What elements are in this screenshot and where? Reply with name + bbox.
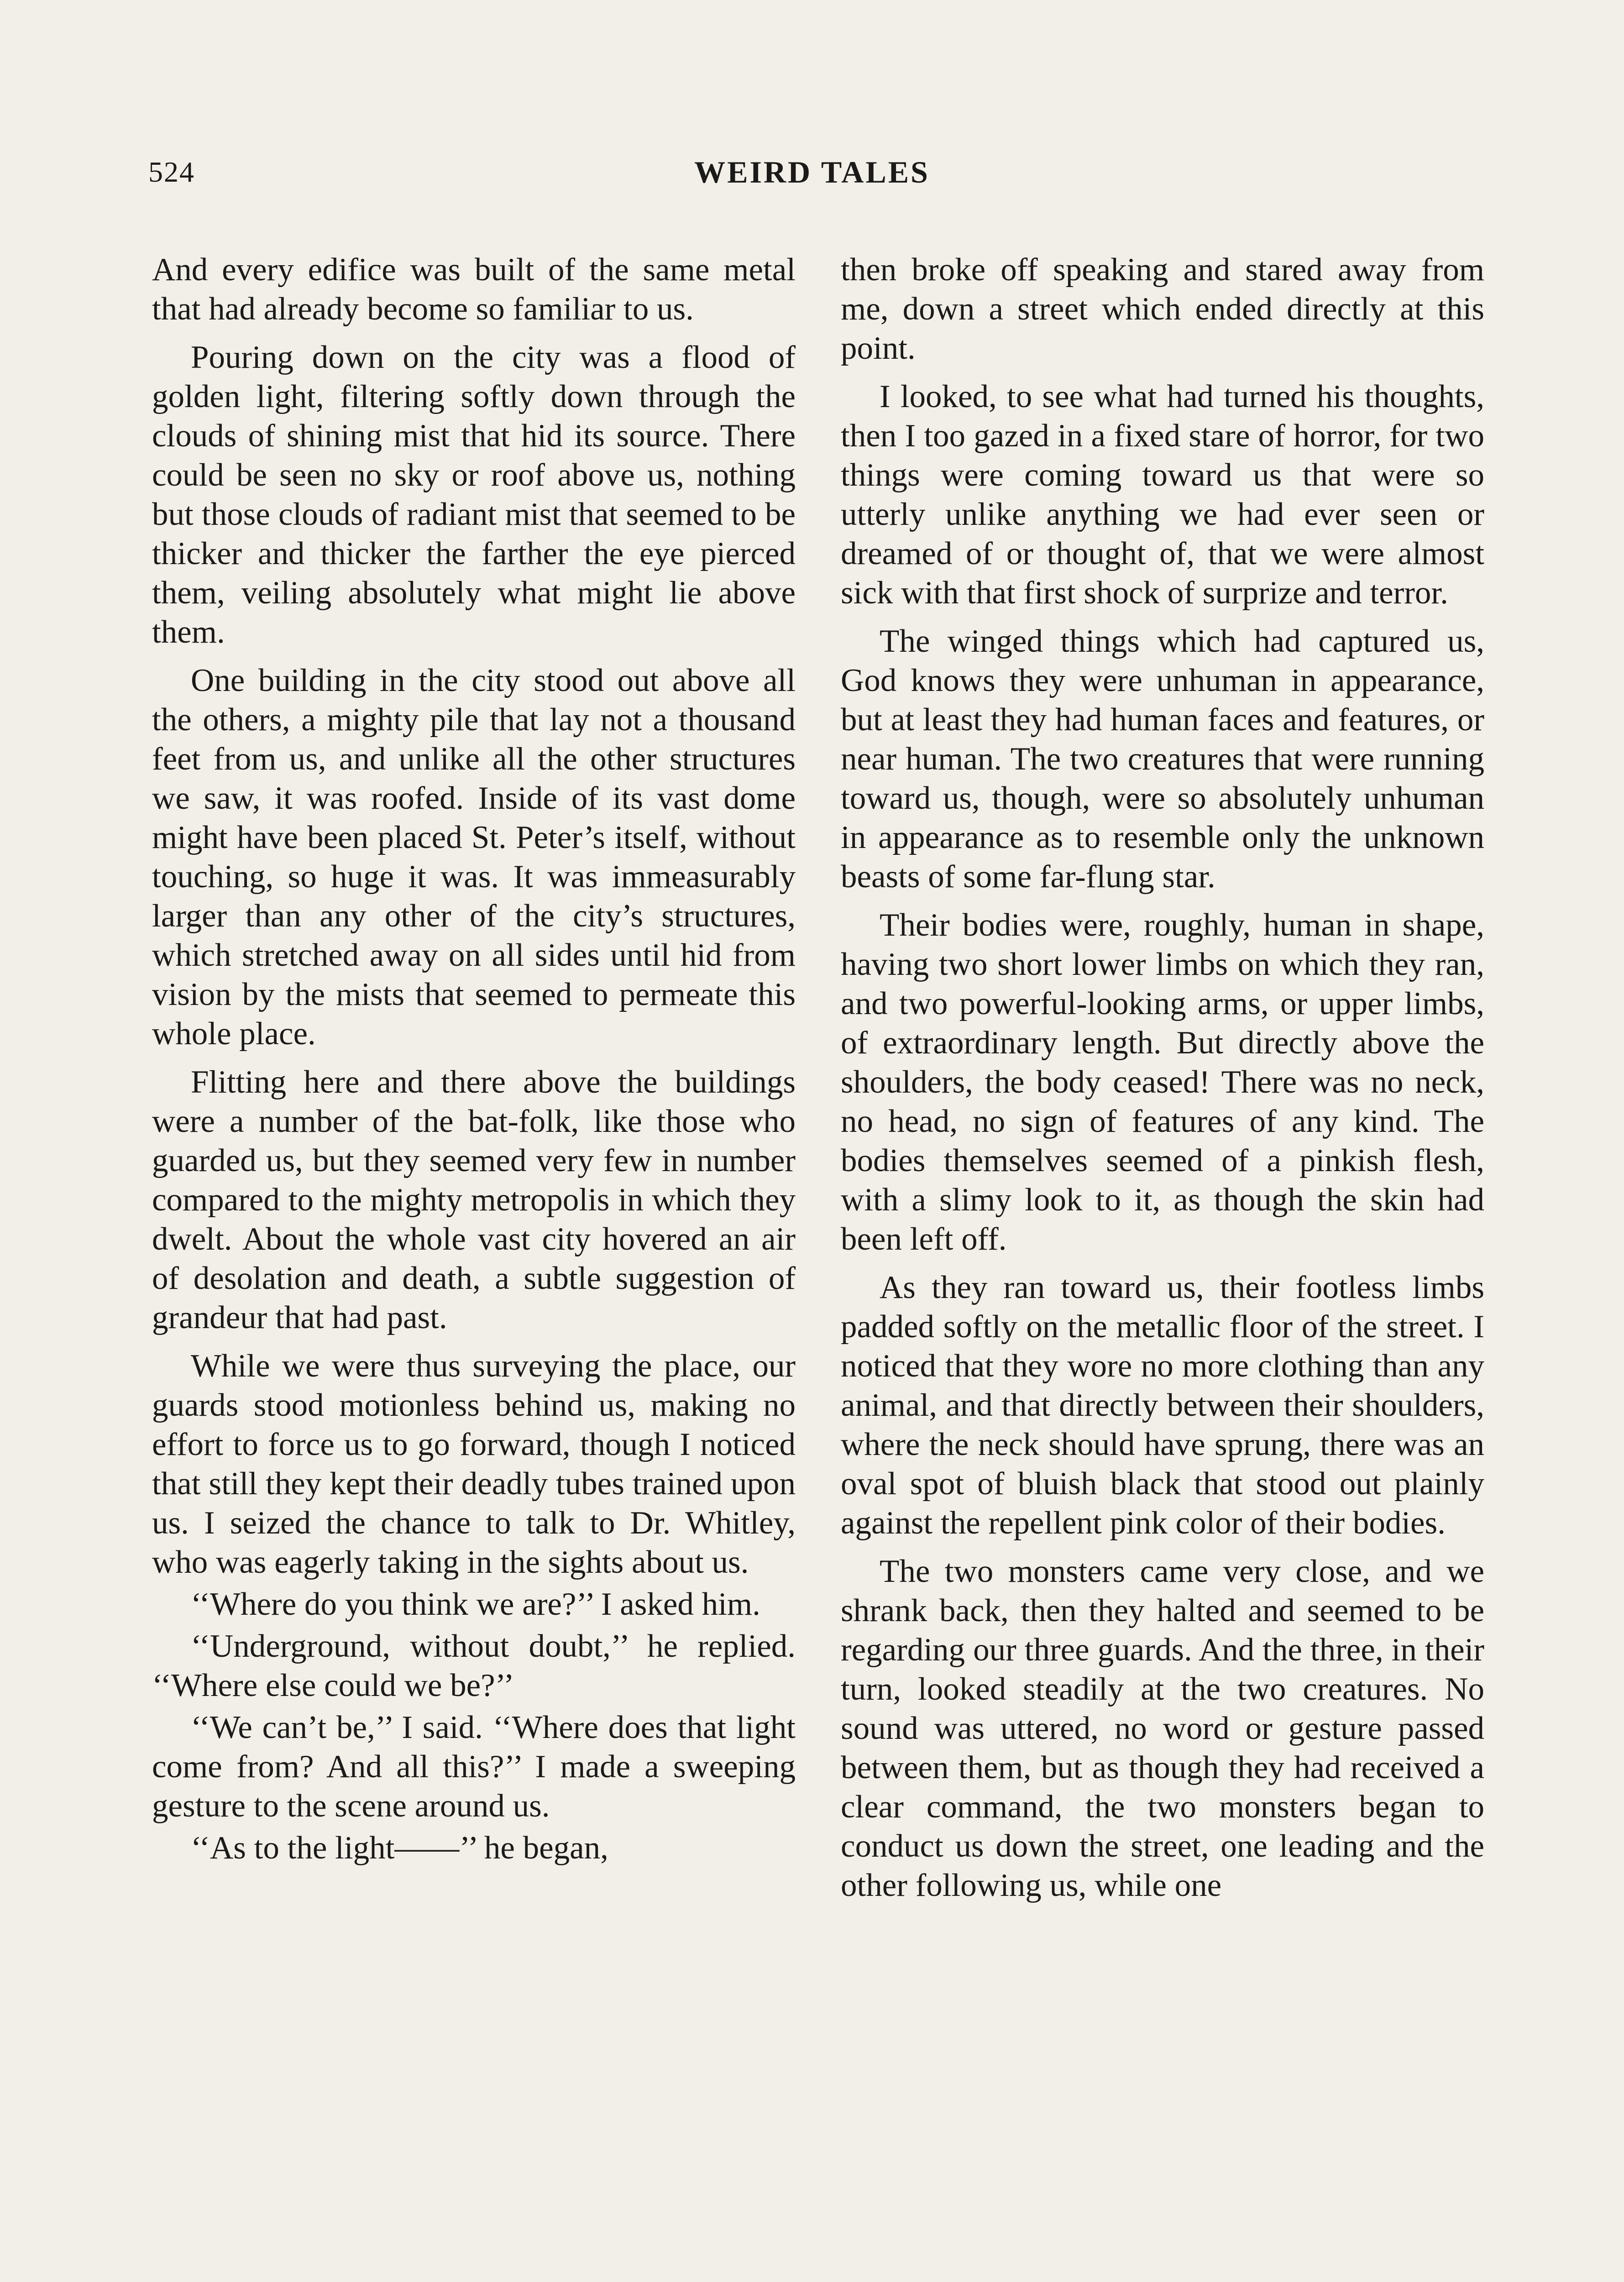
left-dialog-2: ‘‘Underground, without doubt,’’ he replied. ‘‘Where else could we be?’’ [152, 1628, 796, 1703]
left-dialog-1: ‘‘Where do you think we are?’’ I asked him. [191, 1586, 760, 1622]
left-paragraph-3: One building in the city stood out above all the others, a mighty pile that lay not a thousand feet from us, and unlike all the other structures we saw, it was roofed. Inside of its vast dome might have been placed St. Peter’s itself, without touching, so huge it was. It was immeasurably larger than any other of the city’s structures, which stretched away on all sides until hid from vision by the mists that seemed to permeate this whole place. [152, 663, 796, 1052]
left-dialog-4: ‘‘As to the light——’’ he began, [191, 1830, 608, 1866]
left-paragraph-2: Pouring down on the city was a flood of golden light, filtering softly down through the clouds of shining mist that hid its source. There could be seen no sky or roof above us, nothing but those clouds of radiant mist that seemed to be thicker and thicker the farther the eye pierced them, veiling absolutely what might lie above them. [152, 340, 796, 650]
right-paragraph-6: The two monsters came very close, and we shrank back, then they halted and seemed to be regarding our three guards. And the three, in their turn, looked steadily at the two creatures. No sound was uttered, no word or gesture passed between them, but as though they had received a clear command, the two monsters began to conduct us down the street, one leading and the other following us, while one [841, 1554, 1484, 1903]
right-paragraph-5: As they ran toward us, their footless limbs padded softly on the metallic floor of the street. I noticed that they wore no more clothing than any animal, and that directly between their shoulders, where the neck should have sprung, there was an oval spot of bluish black that stood out plainly against the repellent pink color of their bodies. [841, 1270, 1484, 1541]
left-paragraph-4: Flitting here and there above the buildings were a number of the bat-folk, like those who guarded us, but they seemed very few in number compared to the mighty metropolis in which they dwelt. About the whole vast city hovered an air of desolation and death, a subtle suggestion of grandeur that had past. [152, 1064, 796, 1335]
left-paragraph-5: While we were thus surveying the place, our guards stood motionless behind us, making no effort to force us to go forward, though I noticed that still they kept their deadly tubes trained upon us. I seized the chance to talk to Dr. Whitley, who was eagerly taking in the sights about us. [152, 1348, 796, 1580]
running-head-title: WEIRD TALES [694, 155, 930, 189]
right-paragraph-2: I looked, to see what had turned his thoughts, then I too gazed in a fixed stare of horror, for two things were coming toward us that were so utterly unlike anything we had ever seen or dreamed of or thought of, that we were almost sick with that first shock of surprize and terror. [841, 379, 1484, 611]
left-dialog-3: ‘‘We can’t be,’’ I said. ‘‘Where does that light come from? And all this?’’ I made a sweeping gesture to the scene around us. [152, 1710, 796, 1824]
right-column [841, 250, 1484, 1905]
left-column [152, 250, 796, 1868]
right-paragraph-4: Their bodies were, roughly, human in shape, having two short lower limbs on which they ran, and two powerful-looking arms, or upper limbs, of extraordinary length. But directly above the shoulders, the body ceased! There was no neck, no head, no sign of features of any kind. The bodies themselves seemed of a pinkish flesh, with a slimy look to it, as though the skin had been left off. [841, 907, 1484, 1257]
right-paragraph-3: The winged things which had captured us, God knows they were unhuman in appearance, but at least they had human faces and features, or near human. The two creatures that were running toward us, though, were so absolutely unhuman in appearance as to resemble only the unknown beasts of some far-flung star. [841, 623, 1484, 895]
page-number: 524 [148, 156, 195, 188]
right-paragraph-1: then broke off speaking and stared away from me, down a street which ended directly at this point. [841, 252, 1484, 366]
left-paragraph-1: And every edifice was built of the same metal that had already become so familiar to us. [152, 252, 796, 327]
